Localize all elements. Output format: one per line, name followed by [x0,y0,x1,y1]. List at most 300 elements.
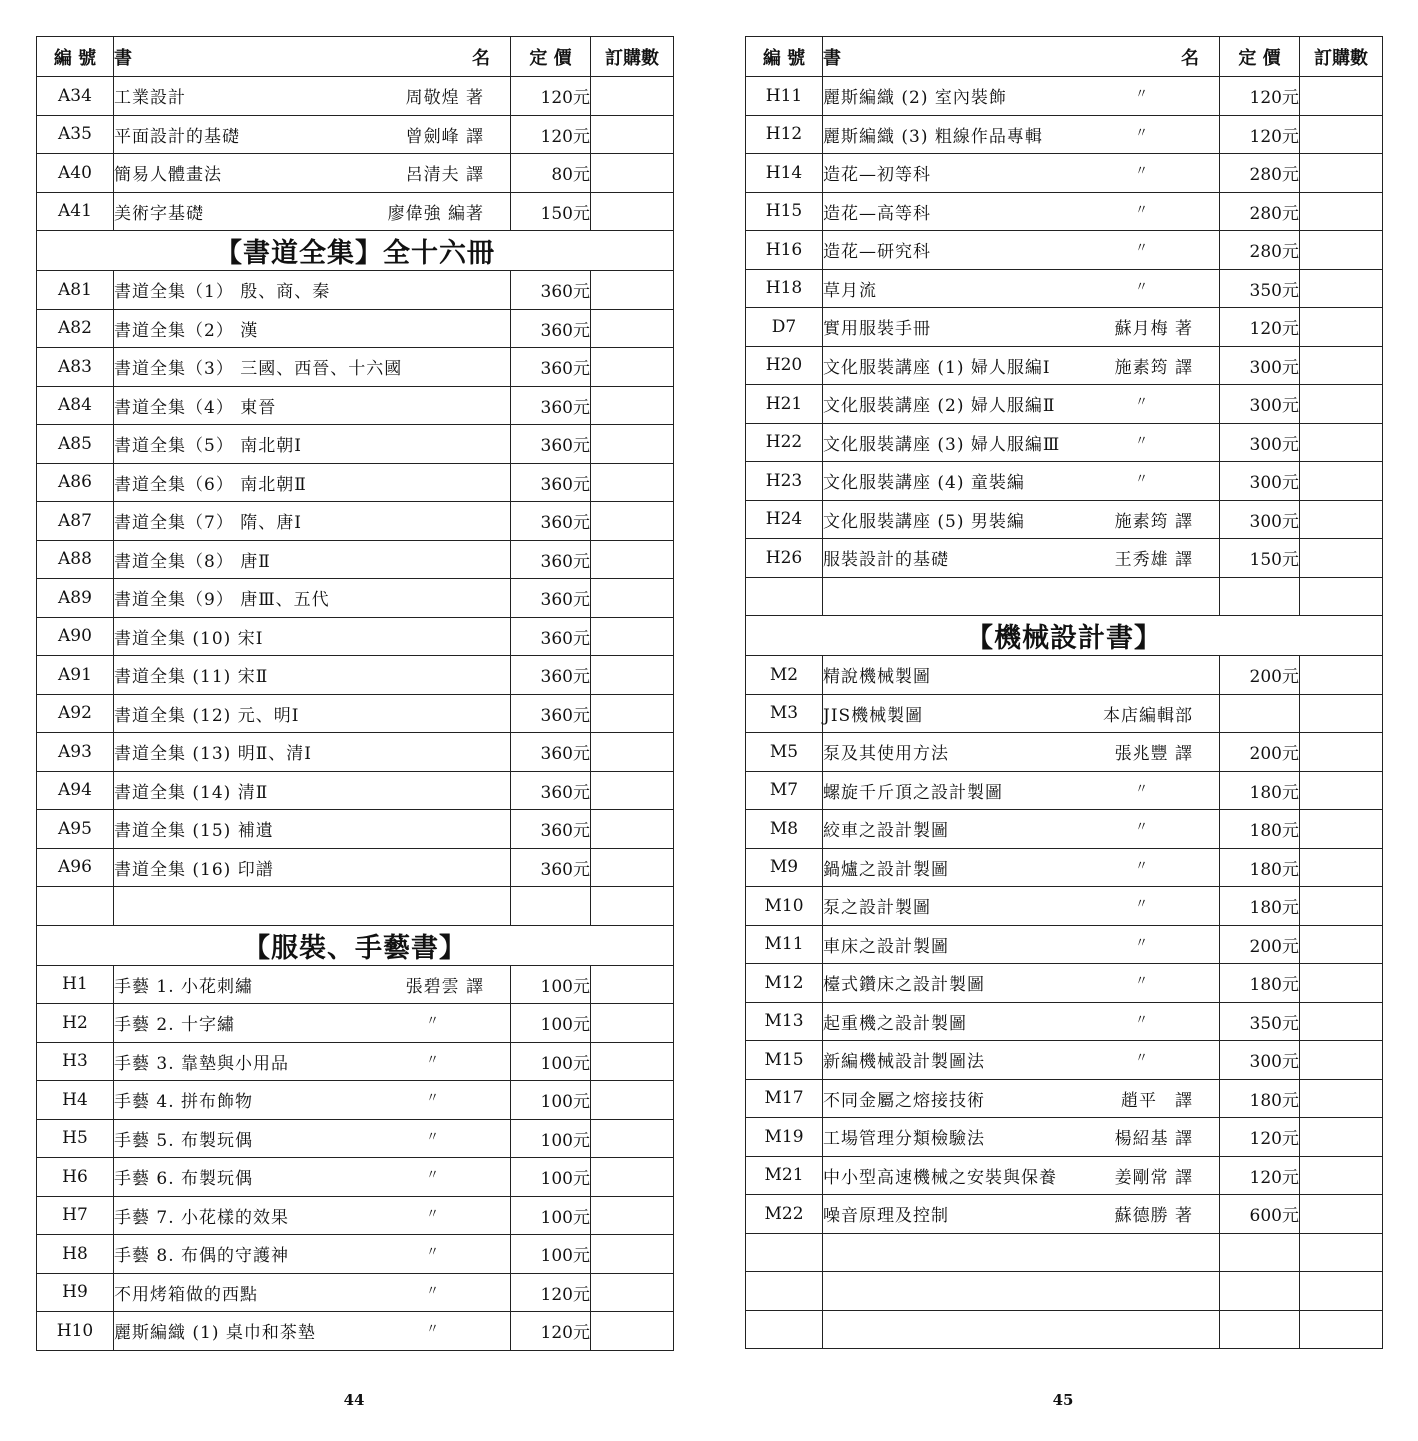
order-qty-cell[interactable] [1300,231,1383,270]
table-row [37,579,674,618]
book-author: 趙平 譯 [1121,1090,1193,1111]
book-code: M17 [746,1079,823,1118]
header-price: 定 價 [511,37,591,77]
book-code: A35 [37,115,114,154]
book-code: A95 [37,810,114,849]
page-number-left: 44 [343,1391,365,1409]
book-title-cell [823,810,1220,849]
book-title: 麗斯編織 (2) 室內裝飾 [823,88,1007,109]
order-qty-cell[interactable] [591,115,674,154]
order-qty-cell[interactable] [591,733,674,772]
book-title: 文化服裝講座 (2) 婦人服編Ⅱ [823,396,1056,417]
header-title [114,37,511,77]
book-author: 蘇月梅 著 [1114,319,1193,340]
order-qty-cell[interactable] [1300,1156,1383,1195]
table-row [37,1312,674,1351]
order-qty-cell[interactable] [591,1158,674,1197]
order-qty-cell[interactable] [1300,385,1383,424]
book-title: 新編機械設計製圖法 [823,1052,985,1073]
table-row [746,733,1383,772]
table-row [746,848,1383,887]
book-price: 120元 [511,1312,591,1351]
order-qty-cell[interactable] [591,1235,674,1274]
book-author: 本店編輯部 [1103,705,1193,726]
order-qty-cell[interactable] [1300,308,1383,347]
table-row [37,733,674,772]
book-title: 絞車之設計製圖 [823,821,949,842]
order-qty-cell[interactable] [1300,1195,1383,1234]
book-code: A96 [37,848,114,887]
order-qty-cell[interactable] [1300,771,1383,810]
order-qty-cell[interactable] [1300,269,1383,308]
book-code: A34 [37,77,114,116]
table-row [746,385,1383,424]
table-row [37,694,674,733]
book-title-cell [114,848,511,887]
book-title-cell [114,271,511,310]
book-price: 200元 [1220,925,1300,964]
order-qty-cell[interactable] [591,271,674,310]
book-title: 手藝 3. 靠墊與小用品 [114,1053,290,1074]
table-row [37,115,674,154]
order-qty-cell[interactable] [591,154,674,193]
book-title-cell [823,500,1220,539]
order-qty-cell[interactable] [1300,733,1383,772]
order-qty-cell[interactable] [1300,964,1383,1003]
book-code: H21 [746,385,823,424]
book-code: A90 [37,617,114,656]
order-qty-cell[interactable] [1300,192,1383,231]
book-price: 150元 [511,192,591,231]
book-title-cell [114,463,511,502]
book-price: 180元 [1220,887,1300,926]
table-row [746,423,1383,462]
table-row [746,77,1383,116]
book-author: 〃 [1134,241,1149,257]
section-row [37,925,674,965]
book-code: M2 [746,656,823,695]
table-row [37,1196,674,1235]
book-author: 施素筠 譯 [1114,511,1193,532]
book-price: 120元 [511,1273,591,1312]
table-row [746,539,1383,578]
book-author: 〃 [1134,395,1149,411]
order-qty-cell[interactable] [1300,462,1383,501]
book-code: A88 [37,540,114,579]
book-author: 〃 [425,1091,440,1107]
book-title: 書道全集 (10) 宋Ⅰ [114,628,264,649]
book-author: 姜剛常 譯 [1114,1167,1193,1188]
book-title-cell [114,1081,511,1120]
order-qty-cell[interactable] [591,1081,674,1120]
order-qty-cell[interactable] [1300,346,1383,385]
order-qty-cell[interactable] [591,810,674,849]
book-price: 360元 [511,810,591,849]
book-title: 精說機械製圖 [823,667,931,688]
catalog-table-right [745,36,1383,1349]
table-row [746,500,1383,539]
table-row [746,1156,1383,1195]
section-title-machinery: 【機械設計書】 [746,616,1383,656]
book-title-cell [823,925,1220,964]
book-code: H7 [37,1196,114,1235]
order-qty-cell[interactable] [1300,1041,1383,1080]
book-price: 280元 [1220,231,1300,270]
book-title: 泵及其使用方法 [823,744,949,765]
book-price: 360元 [511,771,591,810]
book-code: M22 [746,1195,823,1234]
book-title: 工場管理分類檢驗法 [823,1129,985,1150]
book-code: M3 [746,694,823,733]
table-row [746,810,1383,849]
header-qty: 訂購數 [591,37,674,77]
table-row [746,231,1383,270]
book-author: 〃 [1134,897,1149,913]
book-price: 150元 [1220,539,1300,578]
book-title: 書道全集 (15) 補遺 [114,821,274,842]
book-title: 文化服裝講座 (1) 婦人服編Ⅰ [823,357,1051,378]
section-title-calligraphy: 【書道全集】全十六冊 [37,231,674,271]
book-author: 〃 [425,1245,440,1261]
order-qty-cell[interactable] [1300,77,1383,116]
book-author: 張兆豐 譯 [1114,744,1193,765]
order-qty-cell[interactable] [591,1042,674,1081]
order-qty-cell[interactable] [591,192,674,231]
table-row [37,502,674,541]
book-title: 服裝設計的基礎 [823,550,949,571]
order-qty-cell[interactable] [591,848,674,887]
book-code: H6 [37,1158,114,1197]
book-title-cell [114,1273,511,1312]
order-qty-cell[interactable] [1300,656,1383,695]
order-qty-cell[interactable] [1300,1079,1383,1118]
order-qty-cell[interactable] [591,77,674,116]
book-price: 360元 [511,309,591,348]
book-price: 100元 [511,1081,591,1120]
order-qty-cell[interactable] [591,309,674,348]
order-qty-cell[interactable] [591,463,674,502]
table-row [37,1042,674,1081]
book-title-cell [114,1004,511,1043]
header-code: 編 號 [746,37,823,77]
table-row [37,1158,674,1197]
book-price: 120元 [1220,1118,1300,1157]
book-price: 180元 [1220,964,1300,1003]
book-title: JIS機械製圖 [823,705,924,726]
table-row [37,1235,674,1274]
book-title: 檯式鑽床之設計製圖 [823,975,985,996]
book-code: M10 [746,887,823,926]
book-title: 書道全集（1） 殷、商、秦 [114,282,331,303]
book-title-cell [823,539,1220,578]
book-title: 鍋爐之設計製圖 [823,859,949,880]
page-number-right: 45 [1052,1391,1074,1409]
table-row [746,964,1383,1003]
book-title-cell [114,965,511,1004]
header-qty: 訂購數 [1300,37,1383,77]
book-title-cell [114,771,511,810]
order-qty-cell[interactable] [591,656,674,695]
book-title: 草月流 [823,280,877,301]
book-code: A40 [37,154,114,193]
order-qty-cell[interactable] [1300,848,1383,887]
header-code: 編 號 [37,37,114,77]
book-code: H10 [37,1312,114,1351]
book-title: 中小型高速機械之安裝與保養 [823,1167,1057,1188]
empty-row [746,577,1383,616]
book-title-cell [823,887,1220,926]
book-title: 書道全集（9） 唐Ⅲ、五代 [114,590,330,611]
book-author: 〃 [425,1129,440,1145]
table-row [37,386,674,425]
table-row [746,1041,1383,1080]
book-author: 〃 [1134,1051,1149,1067]
right-page [745,36,1382,1349]
book-price: 360元 [511,579,591,618]
table-row [37,154,674,193]
book-title: 書道全集 (14) 清Ⅱ [114,782,269,803]
table-row [746,656,1383,695]
table-row [746,925,1383,964]
book-title-cell [823,656,1220,695]
table-row [37,848,674,887]
empty-row [746,1233,1383,1272]
book-price: 100元 [511,1158,591,1197]
book-author: 周敬煌 著 [405,88,484,109]
book-title-cell [823,1079,1220,1118]
table-row [746,887,1383,926]
book-price: 180元 [1220,848,1300,887]
book-title: 造花—研究科 [823,242,931,263]
header-title-left: 書 [114,47,132,69]
book-code: A87 [37,502,114,541]
table-row [746,192,1383,231]
book-title-cell [114,1196,511,1235]
order-qty-cell[interactable] [1300,500,1383,539]
book-title-cell [114,810,511,849]
book-title: 書道全集（3） 三國、西晉、十六國 [114,359,403,380]
book-title-cell [114,309,511,348]
order-qty-cell[interactable] [1300,810,1383,849]
book-price: 280元 [1220,154,1300,193]
book-price: 200元 [1220,733,1300,772]
order-qty-cell[interactable] [1300,423,1383,462]
book-title: 泵之設計製圖 [823,898,931,919]
book-title-cell [114,115,511,154]
book-author: 〃 [1134,1012,1149,1028]
book-author: 蘇德勝 著 [1114,1206,1193,1227]
table-row [746,462,1383,501]
book-code: A82 [37,309,114,348]
book-title-cell [114,617,511,656]
book-code: H3 [37,1042,114,1081]
order-qty-cell[interactable] [591,386,674,425]
book-title: 書道全集（6） 南北朝Ⅱ [114,474,307,495]
book-price [1220,694,1300,733]
book-title: 起重機之設計製圖 [823,1013,967,1034]
book-price: 360元 [511,386,591,425]
book-code: A91 [37,656,114,695]
table-row [746,1195,1383,1234]
book-title: 文化服裝講座 (3) 婦人服編Ⅲ [823,434,1061,455]
order-qty-cell[interactable] [1300,925,1383,964]
catalog-table-left [36,36,674,1351]
book-price: 120元 [511,115,591,154]
book-title: 螺旋千斤頂之設計製圖 [823,782,1003,803]
table-row [37,463,674,502]
book-code: M8 [746,810,823,849]
book-author: 曾劍峰 譯 [405,126,484,147]
book-price: 100元 [511,1042,591,1081]
book-title-cell [823,269,1220,308]
book-title: 工業設計 [114,88,186,109]
order-qty-cell[interactable] [591,694,674,733]
order-qty-cell[interactable] [1300,694,1383,733]
book-title-cell [823,1041,1220,1080]
book-price: 80元 [511,154,591,193]
book-title-cell [823,77,1220,116]
book-price: 300元 [1220,462,1300,501]
book-author: 呂清夫 譯 [405,165,484,186]
book-title: 不同金屬之熔接技術 [823,1090,985,1111]
book-price: 180元 [1220,771,1300,810]
book-author: 〃 [425,1014,440,1030]
book-author: 〃 [1134,935,1149,951]
empty-row [37,887,674,926]
book-author: 〃 [1134,125,1149,141]
book-price: 300元 [1220,346,1300,385]
book-title: 書道全集（2） 漢 [114,320,259,341]
book-price: 360元 [511,502,591,541]
order-qty-cell[interactable] [1300,1002,1383,1041]
book-code: A93 [37,733,114,772]
book-title: 手藝 6. 布製玩偶 [114,1169,254,1190]
order-qty-cell[interactable] [591,1273,674,1312]
book-title: 造花—初等科 [823,165,931,186]
book-title: 平面設計的基礎 [114,126,240,147]
book-title: 噪音原理及控制 [823,1206,949,1227]
book-author: 〃 [425,1052,440,1068]
order-qty-cell[interactable] [591,540,674,579]
order-qty-cell[interactable] [1300,539,1383,578]
book-title-cell [823,231,1220,270]
book-author: 〃 [1134,472,1149,488]
order-qty-cell[interactable] [591,1312,674,1351]
book-author: 〃 [1134,433,1149,449]
book-price: 200元 [1220,656,1300,695]
book-title-cell [823,385,1220,424]
table-row [37,348,674,387]
order-qty-cell[interactable] [591,425,674,464]
book-price: 360元 [511,463,591,502]
book-price: 360元 [511,848,591,887]
book-code: H14 [746,154,823,193]
book-author: 張碧雲 譯 [405,976,484,997]
order-qty-cell[interactable] [1300,887,1383,926]
book-title-cell [823,1118,1220,1157]
book-title-cell [114,579,511,618]
book-code: A85 [37,425,114,464]
book-title-cell [823,733,1220,772]
book-code: H22 [746,423,823,462]
order-qty-cell[interactable] [591,965,674,1004]
book-title: 車床之設計製圖 [823,936,949,957]
book-title-cell [114,425,511,464]
book-price: 120元 [1220,1156,1300,1195]
header-price: 定 價 [1220,37,1300,77]
book-code: A89 [37,579,114,618]
table-row [746,1002,1383,1041]
order-qty-cell[interactable] [591,348,674,387]
book-author: 〃 [425,1322,440,1338]
book-code: M7 [746,771,823,810]
book-title-cell [823,192,1220,231]
table-row [746,346,1383,385]
order-qty-cell[interactable] [591,1119,674,1158]
book-code: A84 [37,386,114,425]
order-qty-cell[interactable] [591,1196,674,1235]
book-price: 180元 [1220,810,1300,849]
order-qty-cell[interactable] [1300,1118,1383,1157]
table-row [37,271,674,310]
header-title-left: 書 [823,47,841,69]
book-author: 〃 [1134,781,1149,797]
book-title: 書道全集（8） 唐Ⅱ [114,551,271,572]
book-price: 360元 [511,425,591,464]
book-title: 美術字基礎 [114,203,204,224]
book-price: 350元 [1220,269,1300,308]
book-title-cell [823,694,1220,733]
book-title-cell [823,115,1220,154]
book-title-cell [114,386,511,425]
order-qty-cell[interactable] [591,771,674,810]
book-price: 120元 [1220,308,1300,347]
order-qty-cell[interactable] [1300,115,1383,154]
table-row [37,771,674,810]
order-qty-cell[interactable] [591,579,674,618]
book-author: 〃 [425,1206,440,1222]
book-code: H2 [37,1004,114,1043]
book-code: M9 [746,848,823,887]
book-author: 〃 [1134,820,1149,836]
book-code: H5 [37,1119,114,1158]
book-code: A86 [37,463,114,502]
book-title: 麗斯編織 (3) 粗線作品專輯 [823,126,1043,147]
book-title-cell [823,423,1220,462]
table-row [37,1004,674,1043]
order-qty-cell[interactable] [591,617,674,656]
order-qty-cell[interactable] [591,1004,674,1043]
book-title-cell [823,346,1220,385]
book-title: 書道全集 (16) 印譜 [114,859,274,880]
book-author: 〃 [1134,164,1149,180]
table-row [746,269,1383,308]
book-price: 360元 [511,694,591,733]
book-price: 280元 [1220,192,1300,231]
book-code: H23 [746,462,823,501]
section-row [37,231,674,271]
table-row [37,1273,674,1312]
book-title: 手藝 8. 布偶的守護神 [114,1246,290,1267]
book-title: 簡易人體畫法 [114,165,222,186]
table-row [746,154,1383,193]
order-qty-cell[interactable] [591,502,674,541]
book-price: 100元 [511,1004,591,1043]
book-title: 手藝 4. 拼布飾物 [114,1092,254,1113]
book-title-cell [823,308,1220,347]
book-author: 王秀雄 譯 [1114,550,1193,571]
order-qty-cell[interactable] [1300,154,1383,193]
